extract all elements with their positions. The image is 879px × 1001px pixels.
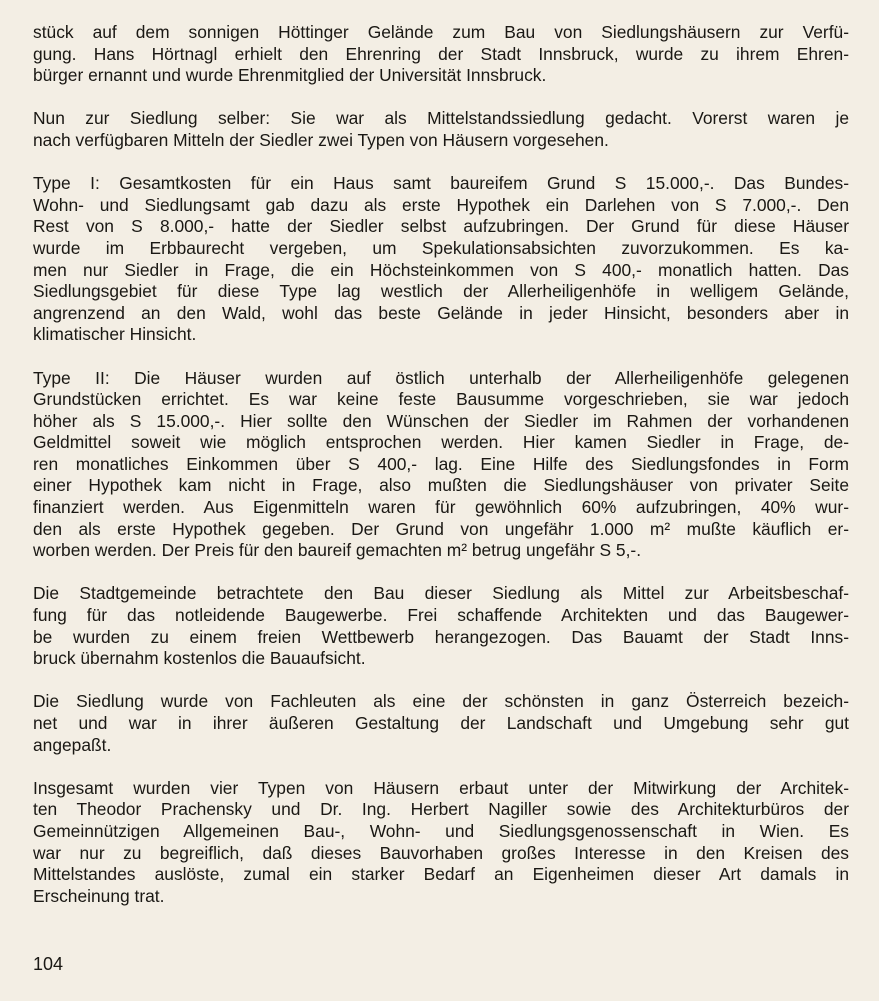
text-line: be wurden zu einem freien Wettbewerb herangezogen. Das Bauamt der Stadt Inns-: [33, 626, 849, 647]
text-line: einer Hypothek kam nicht in Frage, also mußten die Siedlungshäuser von privater Seite: [33, 475, 849, 496]
text-line: Nun zur Siedlung selber: Sie war als Mittelstandssiedlung gedacht. Vorerst waren je: [33, 108, 849, 129]
text-line: Wohn- und Siedlungsamt gab dazu als erste Hypothek ein Darlehen von S 7.000,-. Den: [33, 194, 849, 215]
text-line: angepaßt.: [33, 734, 112, 755]
paragraph: [33, 778, 849, 908]
paragraph: [33, 583, 849, 669]
text-line: stück auf dem sonnigen Höttinger Gelände zum Bau von Siedlungshäusern zur Verfü-: [33, 22, 849, 42]
text-line: Grundstücken errichtet. Es war keine feste Bausumme vorgeschrieben, sie war jedoch: [33, 389, 849, 410]
paragraph: [33, 368, 849, 562]
text-line: angrenzend an den Wald, wohl das beste Gelände in jeder Hinsicht, besonders aber in: [33, 302, 849, 323]
text-line: Die Stadtgemeinde betrachtete den Bau dieser Siedlung als Mittel zur Arbeitsbeschaf-: [33, 583, 849, 604]
text-line: nach verfügbaren Mitteln der Siedler zwei Typen von Häusern vorgesehen.: [33, 129, 609, 150]
text-line: klimatischer Hinsicht.: [33, 324, 197, 345]
text-line: bürger ernannt und wurde Ehrenmitglied der Universität Innsbruck.: [33, 65, 547, 86]
text-line: Type I: Gesamtkosten für ein Haus samt baureifem Grund S 15.000,-. Das Bundes-: [33, 173, 849, 194]
text-line: net und war in ihrer äußeren Gestaltung der Landschaft und Umgebung sehr gut: [33, 713, 849, 733]
text-line: men nur Siedler in Frage, die ein Höchsteinkommen von S 400,- monatlich hatten. Das: [33, 259, 849, 280]
page-number: 104: [33, 954, 64, 974]
text-line: Gemeinnützigen Allgemeinen Bau-, Wohn- und Siedlungsgenossenschaft in Wien. Es: [33, 820, 849, 841]
text-line: den als erste Hypothek gegeben. Der Grund von ungefähr 1.000 m² mußte käuflich er-: [33, 518, 849, 539]
text-line: worben werden. Der Preis für den baureif gemachten m² betrug ungefähr S 5,-.: [33, 540, 642, 561]
text-line: Erscheinung trat.: [33, 885, 165, 906]
text-line: Mittelstandes auslöste, zumal ein starker Bedarf an Eigenheimen dieser Art damals in: [33, 864, 849, 885]
text-line: bruck übernahm kostenlos die Bauaufsicht.: [33, 648, 366, 669]
paragraph: [33, 173, 849, 346]
document-body: [33, 22, 849, 929]
text-line: finanziert werden. Aus Eigenmitteln waren für gewöhnlich 60% aufzubringen, 40% wur-: [33, 497, 849, 518]
text-line: Geldmittel soweit wie möglich entsprochen werden. Hier kamen Siedler in Frage, de-: [33, 432, 849, 453]
text-line: Insgesamt wurden vier Typen von Häusern erbaut unter der Mitwirkung der Architek-: [33, 777, 849, 798]
text-line: wurde im Erbbaurecht vergeben, um Spekulationsabsichten zuvorzukommen. Es ka-: [33, 237, 849, 258]
text-line: Siedlungsgebiet für diese Type lag westlich der Allerheiligenhöfe in welligem Gelände,: [33, 281, 849, 302]
text-line: ten Theodor Prachensky und Dr. Ing. Herbert Nagiller sowie des Architekturbüros der: [33, 799, 849, 820]
paragraph: [33, 691, 849, 756]
text-line: Rest von S 8.000,- hatte der Siedler selbst aufzubringen. Der Grund für diese Häuser: [33, 216, 849, 237]
text-line: ren monatliches Einkommen über S 400,- lag. Eine Hilfe des Siedlungsfondes in Form: [33, 453, 849, 474]
text-line: Die Siedlung wurde von Fachleuten als eine der schönsten in ganz Österreich bezeich-: [33, 691, 849, 712]
text-line: gung. Hans Hörtnagl erhielt den Ehrenring der Stadt Innsbruck, wurde zu ihrem Ehren-: [33, 43, 849, 64]
paragraph: [33, 108, 849, 151]
text-line: war nur zu begreiflich, daß dieses Bauvorhaben großes Interesse in den Kreisen des: [33, 842, 849, 863]
paragraph: [33, 22, 849, 87]
text-line: Type II: Die Häuser wurden auf östlich unterhalb der Allerheiligenhöfe gelegenen: [33, 367, 849, 388]
text-line: fung für das notleidende Baugewerbe. Frei schaffende Architekten und das Baugewer-: [33, 605, 849, 626]
text-line: höher als S 15.000,-. Hier sollte den Wünschen der Siedler im Rahmen der vorhandenen: [33, 410, 849, 431]
